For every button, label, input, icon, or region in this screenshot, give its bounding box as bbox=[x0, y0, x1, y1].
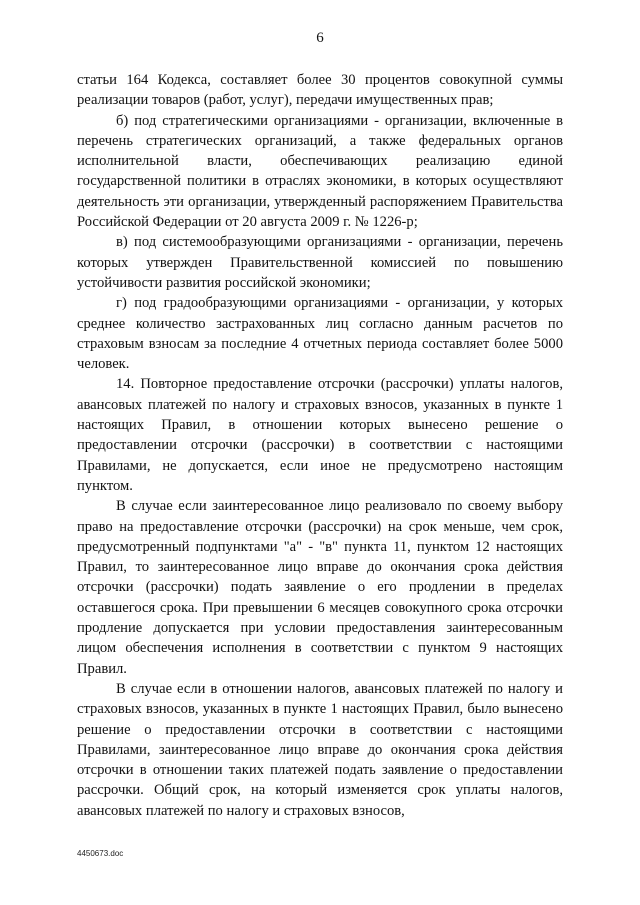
document-body bbox=[77, 70, 563, 821]
paragraph-system-orgs: в) под системообразующими организациями - организации, перечень которых утвержден Правительственной комиссией по повышению устойчивости развития российской экономики; bbox=[77, 234, 563, 291]
paragraph-installment: В случае если в отношении налогов, авансовых платежей по налогу и страховых взносов, указанных в пункте 1 настоящих Правил, было вынесено решение о предоставлении отсрочки в соответствии с настоящими Правилами, заинтересованное лицо вправе до окончания срока действия отсрочки в отношении таких платежей подать заявление о предоставлении рассрочки. Общий срок, на который изменяется срок уплаты налогов, авансовых платежей по налогу и страховых взносов, bbox=[77, 680, 563, 819]
paragraph-extension: В случае если заинтересованное лицо реализовало по своему выбору право на предоставление отсрочки (рассрочки) на срок меньше, чем срок, предусмотренный подпунктами "а" - "в" пункта 11, пунктом 12 настоящих Правил, то заинтересованное лицо вправе до окончания срока действия отсрочки (рассрочки) подать заявление о его продлении в пределах оставшегося срока. При превышении 6 месяцев совокупного срока отсрочки продление допускается при условии предоставления заинтересованным лицом обеспечения исполнения в соответствии с пунктом 9 настоящих Правил. bbox=[77, 498, 563, 677]
paragraph-item-14: 14. Повторное предоставление отсрочки (рассрочки) уплаты налогов, авансовых платежей по налогу и страховых взносов, указанных в пункте 1 настоящих Правил, в отношении которых вынесено решение о предоставлении отсрочки (рассрочки) в соответствии с настоящими Правилами, не допускается, если иное не предусмотрено настоящим пунктом. bbox=[77, 376, 563, 494]
page-number: 6 bbox=[316, 30, 324, 46]
paragraph-city-forming-orgs: г) под градообразующими организациями - организации, у которых среднее количество застрахованных лиц согласно данным расчетов по страховым взносам за последние 4 отчетных периода составляет более 5000 человек. bbox=[77, 295, 563, 373]
paragraph-continuation: статьи 164 Кодекса, составляет более 30 процентов совокупной суммы реализации товаров (работ, услуг), передачи имущественных прав; bbox=[77, 72, 563, 109]
paragraph-strategic-orgs: б) под стратегическими организациями - организации, включенные в перечень стратегических организаций, а также федеральных органов исполнительной власти, обеспечивающих реализацию единой государственной политики в отраслях экономики, в которых осуществляют деятельность эти организации, утвержденный распоряжением Правительства Российской Федерации от 20 августа 2009 г. № 1226-р; bbox=[77, 112, 563, 231]
footer-filename: 4450673.doc bbox=[77, 849, 124, 858]
